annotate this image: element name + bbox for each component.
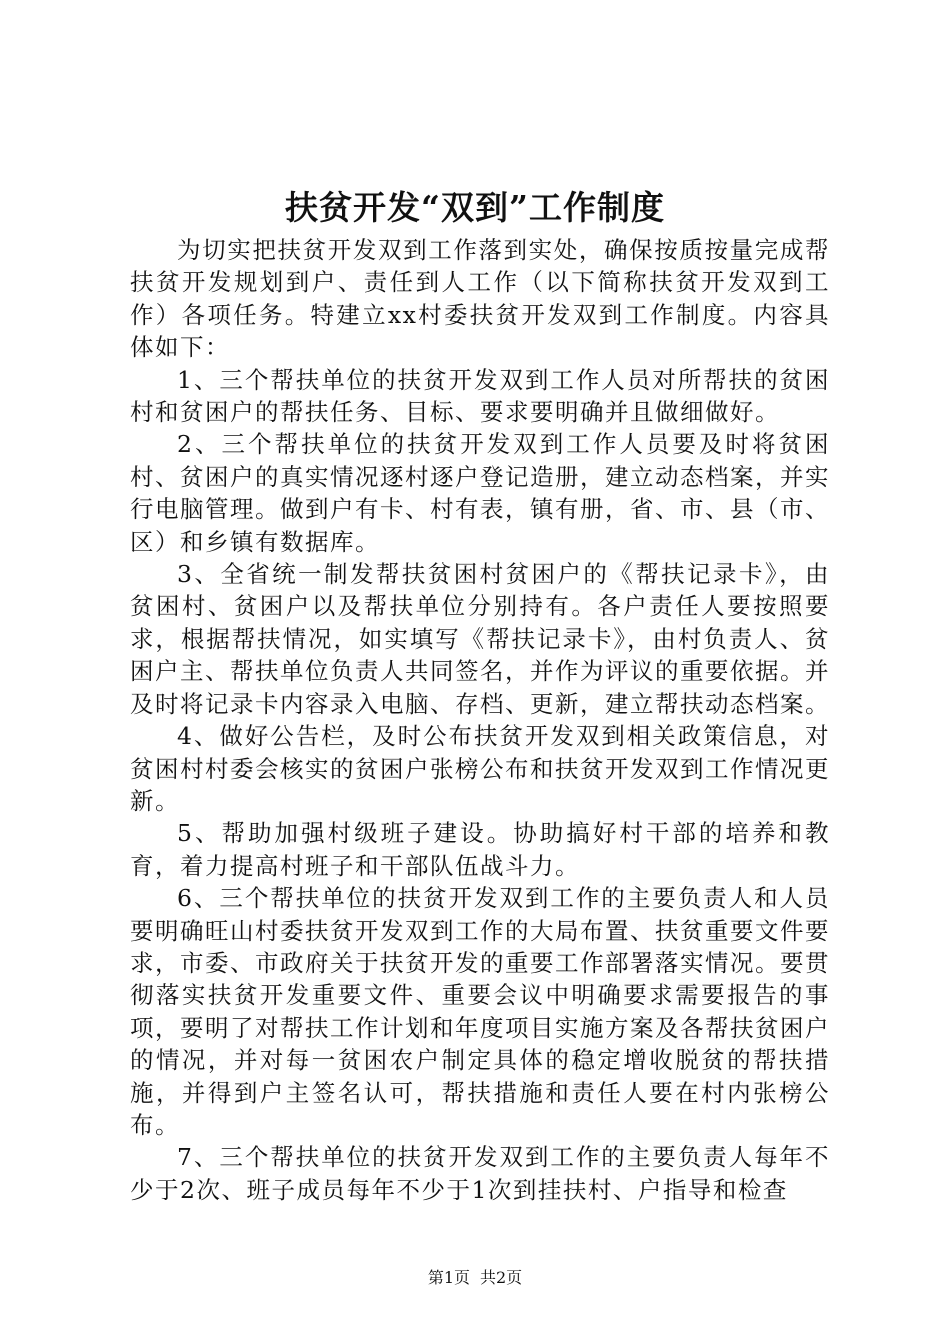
paragraph-item-2: 2、三个帮扶单位的扶贫开发双到工作人员要及时将贫困村、贫困户的真实情况逐村逐户登记造册，建立动态档案，并实行电脑管理。做到户有卡、村有表，镇有册，省、市、县（市、区）和乡镇有数据库。 bbox=[130, 430, 830, 556]
paragraph-item-4: 4、做好公告栏，及时公布扶贫开发双到相关政策信息，对贫困村村委会核实的贫困户张榜公布和扶贫开发双到工作情况更新。 bbox=[130, 722, 830, 815]
paragraph-intro: 为切实把扶贫开发双到工作落到实处，确保按质按量完成帮扶贫开发规划到户、责任到人工作（以下简称扶贫开发双到工作）各项任务。特建立xx村委扶贫开发双到工作制度。内容具体如下： bbox=[130, 236, 830, 362]
page-total: 共2页 bbox=[480, 1268, 523, 1287]
paragraph-item-5: 5、帮助加强村级班子建设。协助搞好村干部的培养和教育，着力提高村班子和干部队伍战斗力。 bbox=[130, 819, 830, 880]
paragraph-item-6: 6、三个帮扶单位的扶贫开发双到工作的主要负责人和人员要明确旺山村委扶贫开发双到工作的大局布置、扶贫重要文件要求，市委、市政府关于扶贫开发的重要工作部署落实情况。要贯彻落实扶贫开发重要文件、重要会议中明确要求需要报告的事项，要明了对帮扶工作计划和年度项目实施方案及各帮扶贫困户的情况，并对每一贫困农户制定具体的稳定增收脱贫的帮扶措施，并得到户主签名认可，帮扶措施和责任人要在村内张榜公布。 bbox=[130, 884, 830, 1139]
page-footer bbox=[0, 1268, 950, 1288]
document-title: 扶贫开发“双到”工作制度 bbox=[285, 188, 665, 227]
paragraph-item-1: 1、三个帮扶单位的扶贫开发双到工作人员对所帮扶的贫困村和贫困户的帮扶任务、目标、要求要明确并且做细做好。 bbox=[130, 365, 830, 427]
paragraph-item-7: 7、三个帮扶单位的扶贫开发双到工作的主要负责人每年不少于2次、班子成员每年不少于1次到挂扶村、户指导和检查 bbox=[130, 1143, 830, 1204]
document-body bbox=[130, 234, 830, 1206]
page-number: 第1页 bbox=[427, 1268, 470, 1287]
paragraph-item-3: 3、全省统一制发帮扶贫困村贫困户的《帮扶记录卡》，由贫困村、贫困户以及帮扶单位分别持有。各户责任人要按照要求，根据帮扶情况，如实填写《帮扶记录卡》，由村负责人、贫困户主、帮扶单位负责人共同签名，并作为评议的重要依据。并及时将记录卡内容录入电脑、存档、更新，建立帮扶动态档案。 bbox=[130, 560, 830, 718]
